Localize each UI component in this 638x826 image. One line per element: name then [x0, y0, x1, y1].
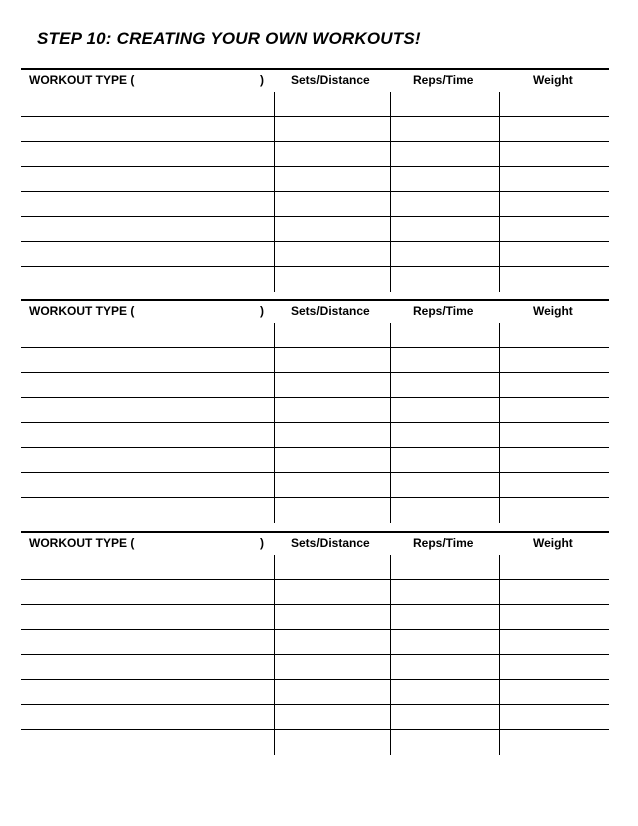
exercise-cell[interactable] [21, 705, 274, 730]
table-row [21, 448, 609, 473]
exercise-cell[interactable] [21, 323, 274, 348]
sets-distance-cell[interactable] [274, 605, 390, 630]
table-row [21, 323, 609, 348]
workout-type-label: WORKOUT TYPE ( [29, 73, 135, 87]
reps-time-cell[interactable] [390, 605, 499, 630]
column-divider [390, 92, 391, 292]
exercise-cell[interactable] [21, 267, 274, 292]
exercise-cell[interactable] [21, 167, 274, 192]
table-header [21, 299, 609, 323]
reps-time-cell[interactable] [390, 323, 499, 348]
weight-cell[interactable] [499, 730, 609, 755]
table-row [21, 117, 609, 142]
sets-distance-cell[interactable] [274, 730, 390, 755]
table-row [21, 373, 609, 398]
reps-time-cell[interactable] [390, 92, 499, 117]
reps-time-cell[interactable] [390, 348, 499, 373]
table-row [21, 580, 609, 605]
table-row [21, 473, 609, 498]
weight-cell[interactable] [499, 473, 609, 498]
reps-time-cell[interactable] [390, 373, 499, 398]
sets-distance-cell[interactable] [274, 142, 390, 167]
table-row [21, 655, 609, 680]
page-title: STEP 10: CREATING YOUR OWN WORKOUTS! [37, 29, 421, 48]
weight-header: Weight [533, 536, 573, 550]
table-row [21, 242, 609, 267]
exercise-cell[interactable] [21, 630, 274, 655]
reps-time-cell[interactable] [390, 423, 499, 448]
table-row [21, 680, 609, 705]
weight-cell[interactable] [499, 423, 609, 448]
table-header [21, 68, 609, 92]
weight-cell[interactable] [499, 217, 609, 242]
table-row [21, 267, 609, 292]
exercise-cell[interactable] [21, 348, 274, 373]
table-body [21, 323, 609, 523]
reps-time-cell[interactable] [390, 498, 499, 523]
exercise-cell[interactable] [21, 680, 274, 705]
weight-cell[interactable] [499, 630, 609, 655]
table-body [21, 92, 609, 292]
exercise-cell[interactable] [21, 448, 274, 473]
column-divider [274, 555, 275, 755]
column-divider [390, 323, 391, 523]
sets-distance-cell[interactable] [274, 680, 390, 705]
weight-cell[interactable] [499, 373, 609, 398]
reps-time-cell[interactable] [390, 448, 499, 473]
weight-cell[interactable] [499, 655, 609, 680]
exercise-cell[interactable] [21, 242, 274, 267]
reps-time-cell[interactable] [390, 555, 499, 580]
exercise-cell[interactable] [21, 555, 274, 580]
column-divider [274, 92, 275, 292]
exercise-cell[interactable] [21, 192, 274, 217]
exercise-cell[interactable] [21, 217, 274, 242]
table-row [21, 555, 609, 580]
weight-cell[interactable] [499, 267, 609, 292]
weight-cell[interactable] [499, 705, 609, 730]
sets-distance-cell[interactable] [274, 473, 390, 498]
exercise-cell[interactable] [21, 605, 274, 630]
column-divider [499, 555, 500, 755]
weight-cell[interactable] [499, 605, 609, 630]
exercise-cell[interactable] [21, 373, 274, 398]
weight-cell[interactable] [499, 242, 609, 267]
weight-cell[interactable] [499, 680, 609, 705]
reps-time-cell[interactable] [390, 167, 499, 192]
sets-distance-cell[interactable] [274, 92, 390, 117]
weight-cell[interactable] [499, 398, 609, 423]
exercise-cell[interactable] [21, 580, 274, 605]
reps-time-cell[interactable] [390, 680, 499, 705]
column-divider [499, 323, 500, 523]
table-row [21, 348, 609, 373]
reps-time-cell[interactable] [390, 217, 499, 242]
table-row [21, 423, 609, 448]
sets-distance-cell[interactable] [274, 630, 390, 655]
table-header [21, 531, 609, 555]
table-row [21, 192, 609, 217]
column-divider [390, 555, 391, 755]
workout-table [21, 68, 609, 292]
weight-header: Weight [533, 73, 573, 87]
reps-time-cell[interactable] [390, 398, 499, 423]
table-row [21, 498, 609, 523]
reps-time-header: Reps/Time [413, 73, 474, 87]
sets-distance-cell[interactable] [274, 117, 390, 142]
reps-time-cell[interactable] [390, 473, 499, 498]
sets-distance-cell[interactable] [274, 498, 390, 523]
exercise-cell[interactable] [21, 117, 274, 142]
reps-time-cell[interactable] [390, 705, 499, 730]
reps-time-header: Reps/Time [413, 304, 474, 318]
workout-table [21, 531, 609, 755]
exercise-cell[interactable] [21, 498, 274, 523]
sets-distance-header: Sets/Distance [291, 73, 370, 87]
weight-cell[interactable] [499, 580, 609, 605]
sets-distance-cell[interactable] [274, 580, 390, 605]
exercise-cell[interactable] [21, 730, 274, 755]
sets-distance-cell[interactable] [274, 192, 390, 217]
weight-cell[interactable] [499, 323, 609, 348]
column-divider [274, 323, 275, 523]
reps-time-cell[interactable] [390, 117, 499, 142]
weight-cell[interactable] [499, 448, 609, 473]
sets-distance-cell[interactable] [274, 423, 390, 448]
sets-distance-cell[interactable] [274, 398, 390, 423]
weight-cell[interactable] [499, 192, 609, 217]
weight-cell[interactable] [499, 142, 609, 167]
weight-cell[interactable] [499, 555, 609, 580]
table-row [21, 398, 609, 423]
sets-distance-cell[interactable] [274, 373, 390, 398]
sets-distance-cell[interactable] [274, 167, 390, 192]
table-row [21, 705, 609, 730]
exercise-cell[interactable] [21, 473, 274, 498]
sets-distance-cell[interactable] [274, 705, 390, 730]
workout-type-label: WORKOUT TYPE ( [29, 304, 135, 318]
reps-time-cell[interactable] [390, 142, 499, 167]
workout-table [21, 299, 609, 523]
sets-distance-cell[interactable] [274, 242, 390, 267]
reps-time-cell[interactable] [390, 580, 499, 605]
sets-distance-cell[interactable] [274, 448, 390, 473]
sets-distance-header: Sets/Distance [291, 536, 370, 550]
table-body [21, 555, 609, 755]
table-row [21, 605, 609, 630]
reps-time-cell[interactable] [390, 192, 499, 217]
reps-time-cell[interactable] [390, 730, 499, 755]
weight-header: Weight [533, 304, 573, 318]
weight-cell[interactable] [499, 167, 609, 192]
table-row [21, 217, 609, 242]
exercise-cell[interactable] [21, 398, 274, 423]
exercise-cell[interactable] [21, 142, 274, 167]
reps-time-cell[interactable] [390, 242, 499, 267]
reps-time-cell[interactable] [390, 267, 499, 292]
sets-distance-cell[interactable] [274, 323, 390, 348]
reps-time-header: Reps/Time [413, 536, 474, 550]
workout-type-label: WORKOUT TYPE ( [29, 536, 135, 550]
reps-time-cell[interactable] [390, 630, 499, 655]
weight-cell[interactable] [499, 117, 609, 142]
table-row [21, 92, 609, 117]
weight-cell[interactable] [499, 92, 609, 117]
column-divider [499, 92, 500, 292]
table-row [21, 730, 609, 755]
weight-cell[interactable] [499, 348, 609, 373]
weight-cell[interactable] [499, 498, 609, 523]
table-row [21, 142, 609, 167]
sets-distance-cell[interactable] [274, 348, 390, 373]
sets-distance-cell[interactable] [274, 555, 390, 580]
sets-distance-cell[interactable] [274, 655, 390, 680]
workout-type-paren: ) [260, 536, 264, 550]
workout-type-paren: ) [260, 73, 264, 87]
workout-type-paren: ) [260, 304, 264, 318]
sets-distance-cell[interactable] [274, 217, 390, 242]
table-row [21, 630, 609, 655]
sets-distance-cell[interactable] [274, 267, 390, 292]
table-row [21, 167, 609, 192]
exercise-cell[interactable] [21, 655, 274, 680]
exercise-cell[interactable] [21, 423, 274, 448]
sets-distance-header: Sets/Distance [291, 304, 370, 318]
reps-time-cell[interactable] [390, 655, 499, 680]
exercise-cell[interactable] [21, 92, 274, 117]
